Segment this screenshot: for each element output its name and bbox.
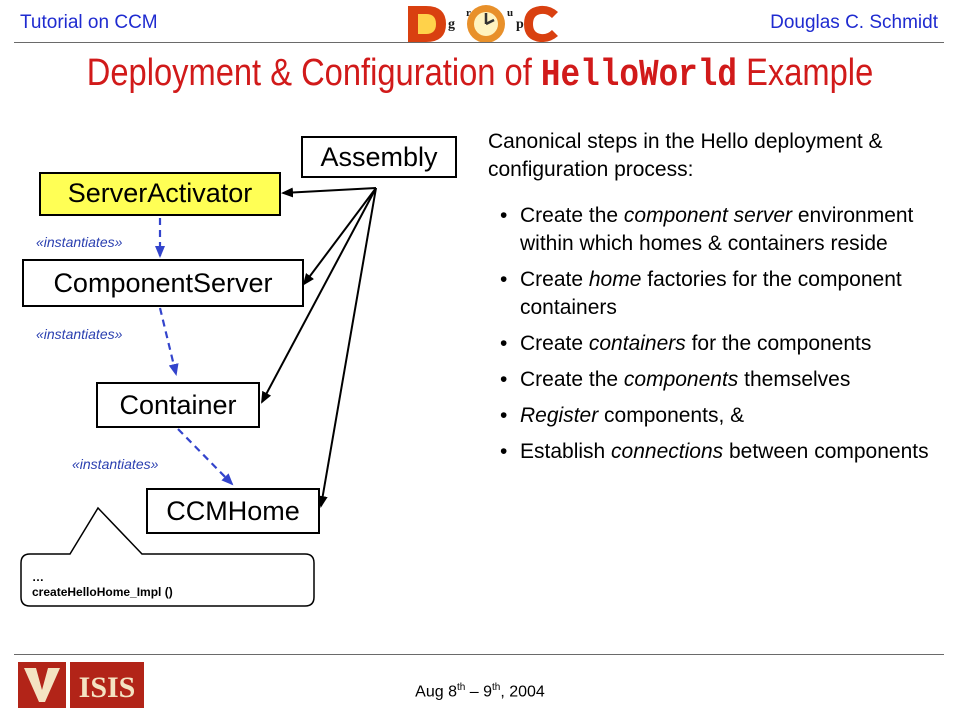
- step-emphasis: component server: [623, 204, 792, 227]
- assembly-to-ccmhome-arrow: [321, 188, 376, 506]
- title-prefix: Deployment & Configuration of: [86, 52, 541, 94]
- svg-text:p: p: [516, 17, 524, 32]
- svg-text:u: u: [507, 7, 514, 19]
- step-text: environment within which homes & containers reside: [520, 204, 914, 255]
- step-text: Create the: [520, 204, 624, 227]
- step-text: themselves: [738, 368, 851, 391]
- step-text: for the components: [685, 332, 872, 355]
- footer-date-part3: , 2004: [500, 683, 545, 701]
- step-item: [500, 438, 945, 466]
- isis-logo-text: ISIS: [78, 671, 136, 704]
- instantiates-label-3: «instantiates»: [72, 456, 159, 472]
- step-emphasis: containers: [588, 332, 686, 355]
- header-right-text: Douglas C. Schmidt: [770, 12, 938, 33]
- footer-date-part2: – 9: [465, 683, 492, 701]
- footer-date-sup2: th: [492, 682, 501, 693]
- step-item: [500, 402, 945, 430]
- step-item: [500, 330, 945, 358]
- assembly-box: Assembly: [301, 136, 457, 178]
- ccm-home-box: CCMHome: [146, 488, 320, 534]
- component-server-box: ComponentServer: [22, 259, 304, 307]
- header-left-text: Tutorial on CCM: [20, 12, 158, 33]
- server-activator-box: ServerActivator: [39, 172, 281, 216]
- footer-divider: [14, 654, 944, 655]
- svg-text:g: g: [448, 17, 455, 32]
- steps-list: [500, 202, 945, 474]
- step-text: Create: [520, 268, 589, 291]
- instantiates-arrow-2: [160, 308, 176, 374]
- step-text: factories for the component containers: [520, 268, 902, 319]
- container-box: Container: [96, 382, 260, 428]
- callout-ellipsis: …: [32, 570, 44, 584]
- instantiates-label-2: «instantiates»: [36, 326, 123, 342]
- intro-text: Canonical steps in the Hello deployment & configuration process:: [488, 130, 883, 181]
- step-text: Create: [520, 332, 589, 355]
- step-text: Create the: [520, 368, 624, 391]
- step-text: Establish: [520, 440, 612, 463]
- step-item: [500, 366, 945, 394]
- footer-date: [0, 682, 960, 701]
- footer-date-part1: Aug 8: [415, 683, 457, 701]
- step-text: between components: [723, 440, 929, 463]
- svg-text:r: r: [466, 7, 471, 19]
- callout-text: [32, 570, 173, 600]
- step-text: components, &: [598, 404, 745, 427]
- instantiates-arrow-3: [178, 429, 232, 484]
- step-emphasis: Register: [520, 404, 599, 427]
- title-suffix: Example: [737, 52, 874, 94]
- callout-method: createHelloHome_Impl (): [32, 585, 173, 599]
- instantiates-label-1: «instantiates»: [36, 234, 123, 250]
- footer-date-sup1: th: [456, 682, 466, 693]
- assembly-to-serveractivator-arrow: [283, 188, 376, 193]
- step-emphasis: connections: [611, 440, 724, 463]
- step-emphasis: home: [588, 268, 642, 291]
- step-item: [500, 266, 945, 322]
- assembly-to-componentserver-arrow: [304, 188, 376, 284]
- step-emphasis: components: [623, 368, 739, 391]
- title-code: HelloWorld: [540, 54, 738, 97]
- step-item: [500, 202, 945, 258]
